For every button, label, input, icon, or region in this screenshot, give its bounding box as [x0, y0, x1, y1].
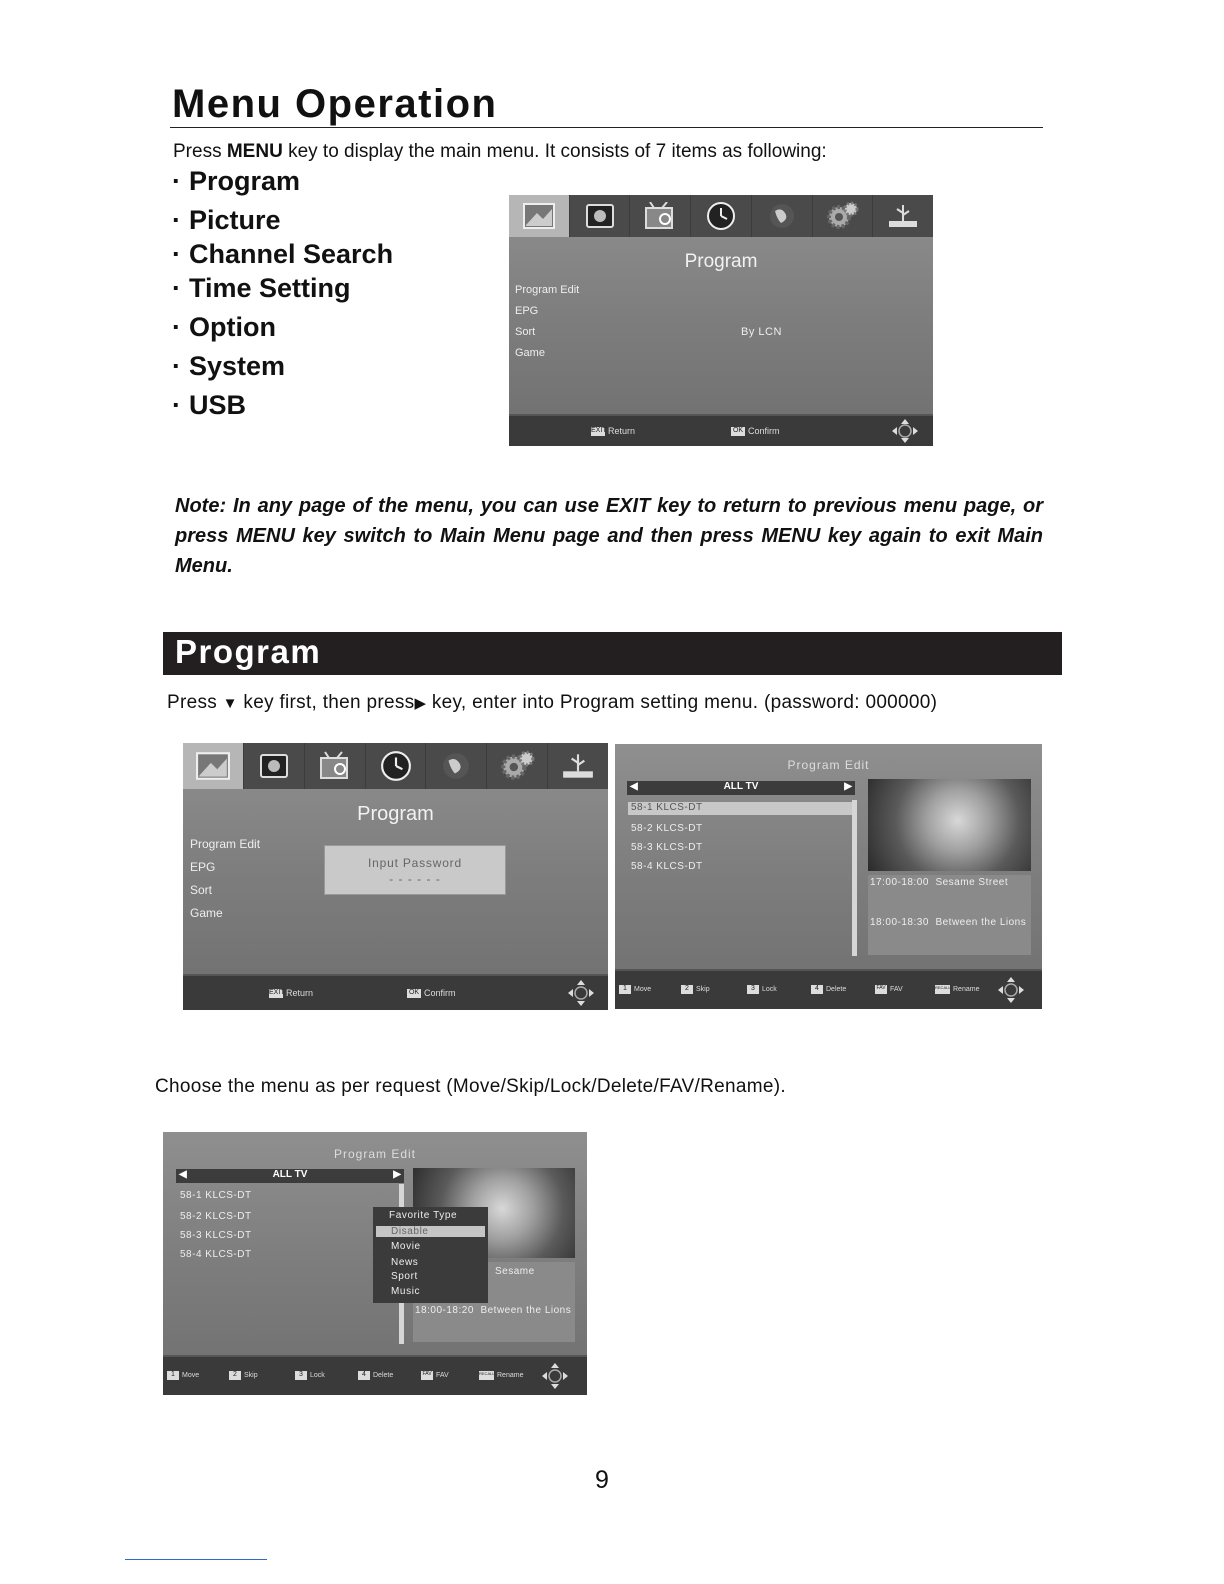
confirm-hint [407, 988, 456, 998]
screen-title: Program [357, 803, 434, 825]
navigation-arrows-icon [891, 418, 919, 444]
tab-time-setting [366, 743, 427, 789]
chevron-right-icon[interactable]: ▶ [844, 781, 852, 792]
menu-item-label: Program [189, 166, 301, 196]
epg-name: Between the Lions [935, 917, 1027, 928]
menu-item-label: System [189, 351, 286, 381]
tab-option [426, 743, 487, 789]
rename-hint [935, 985, 979, 994]
key-3: 3 [747, 985, 759, 994]
delete-hint [358, 1371, 393, 1380]
program-edit-screenshot [615, 744, 1042, 1009]
screen-footer [163, 1355, 587, 1395]
menu-item-usb [172, 390, 246, 421]
tab-option [752, 195, 813, 237]
skip-hint [681, 985, 710, 994]
system-icon [499, 750, 535, 782]
menu-item-time-setting [172, 273, 351, 304]
exit-key: EXIT [269, 988, 285, 996]
hint-label: FAV [436, 1372, 449, 1379]
section-header-program [163, 632, 1062, 675]
menu-option-program-edit: Program Edit [190, 837, 261, 851]
tab-time-setting [691, 195, 752, 237]
rename-hint [479, 1371, 523, 1380]
fav-key: FAV [875, 985, 887, 994]
group-label: ALL TV [723, 781, 759, 792]
channel-row[interactable]: 58-3 KLCS-DT [631, 842, 703, 853]
picture-icon [585, 203, 615, 229]
menu-option-sort: Sort [515, 326, 536, 338]
bullet: · [172, 312, 181, 342]
epg-time: 17:00-18:00 [870, 877, 929, 888]
exit-key: EXIT [591, 426, 607, 434]
screen-footer [183, 974, 608, 1010]
tab-program [509, 195, 570, 237]
return-hint [591, 426, 635, 436]
skip-hint [229, 1371, 258, 1380]
scrollbar[interactable] [852, 800, 857, 956]
fav-hint [421, 1371, 449, 1380]
key-3: 3 [295, 1371, 307, 1380]
channel-group-selector[interactable] [627, 781, 855, 795]
hint-label: Rename [497, 1372, 524, 1379]
chevron-left-icon[interactable]: ◀ [179, 1169, 187, 1180]
choose-instruction: Choose the menu as per request (Move/Skip/Lock/Delete/FAV/Rename). [155, 1076, 786, 1097]
fav-hint [875, 985, 903, 994]
chevron-right-icon[interactable]: ▶ [393, 1169, 401, 1180]
tab-channel-search [630, 195, 691, 237]
epg-time: 18:00-18:30 [870, 917, 929, 928]
menu-option-program-edit: Program Edit [515, 284, 580, 296]
key-4: 4 [358, 1371, 370, 1380]
hint-label: Return [286, 988, 314, 998]
channel-row[interactable]: 58-3 KLCS-DT [180, 1230, 252, 1241]
tab-usb [873, 195, 933, 237]
main-menu-screenshot [509, 195, 933, 446]
channel-group-selector[interactable] [176, 1169, 404, 1183]
hint-label: Confirm [424, 988, 456, 998]
hint-label: Delete [826, 986, 847, 993]
epg-entry [870, 877, 1028, 888]
favorite-type-screenshot [163, 1132, 587, 1395]
epg-name: Sesame Street [935, 877, 1009, 888]
menu-item-picture [172, 205, 281, 236]
delete-hint [811, 985, 846, 994]
ok-key: OK [732, 426, 744, 434]
hint-label: Lock [310, 1372, 325, 1379]
time-setting-icon [380, 750, 412, 782]
tab-channel-search [305, 743, 366, 789]
favorite-type-popup [373, 1207, 488, 1303]
epg-panel [868, 875, 1031, 955]
tab-picture [244, 743, 305, 789]
note-text: Note: In any page of the menu, you can use EXIT key to return to previous menu page, or press MENU key switch to Main Menu page and then press MENU key again to exit Main Menu. [175, 495, 1043, 577]
intro-after: key to display the main menu. It consists of 7 items as following: [282, 141, 827, 162]
menu-item-label: Time Setting [189, 273, 351, 303]
menu-tab-bar [509, 195, 933, 237]
password-dialog [324, 845, 506, 895]
group-label: ALL TV [272, 1169, 308, 1180]
program-icon [196, 752, 230, 780]
bullet: · [172, 351, 181, 381]
page-number: 9 [595, 1466, 609, 1494]
epg-time: 18:00-18:20 [415, 1305, 474, 1316]
right-arrow-icon: ▶ [414, 695, 427, 712]
password-dialog-title: Input Password [368, 856, 462, 870]
menu-item-program [172, 166, 300, 197]
epg-name: Between the Lions [480, 1305, 572, 1316]
screen-title: Program Edit [333, 1147, 417, 1161]
usb-icon [561, 752, 595, 780]
key-1: 1 [167, 1371, 179, 1380]
key-1: 1 [619, 985, 631, 994]
confirm-hint [731, 426, 780, 436]
hint-label: Rename [953, 986, 980, 993]
hint-label: Confirm [748, 426, 780, 436]
option-icon [767, 201, 797, 231]
navigation-arrows-icon [567, 979, 595, 1007]
system-icon [825, 201, 859, 231]
move-hint [167, 1371, 199, 1380]
key-4: 4 [811, 985, 823, 994]
heading-rule [170, 127, 1043, 128]
section-title: Program [175, 633, 322, 670]
tab-system [813, 195, 874, 237]
channel-search-icon [319, 751, 351, 781]
hint-label: Lock [762, 986, 777, 993]
tab-usb [548, 743, 608, 789]
menu-tab-bar [183, 743, 608, 789]
menu-option-epg: EPG [515, 305, 539, 317]
hint-label: Move [182, 1372, 200, 1379]
hint-label: FAV [890, 986, 903, 993]
fav-option-music[interactable]: Music [391, 1286, 421, 1297]
press-text: Press [167, 692, 218, 713]
tab-system [487, 743, 548, 789]
fav-option-movie[interactable]: Movie [391, 1241, 421, 1252]
page-title: Menu Operation [172, 82, 498, 126]
picture-icon [259, 752, 289, 780]
hint-label: Move [634, 986, 652, 993]
hint-label: Delete [373, 1372, 394, 1379]
press-instruction [167, 692, 937, 714]
chevron-left-icon[interactable]: ◀ [630, 781, 638, 792]
video-preview [868, 779, 1031, 871]
menu-option-epg: EPG [190, 860, 216, 874]
menu-item-label: USB [189, 390, 247, 420]
menu-item-label: Channel Search [189, 239, 394, 269]
password-screenshot [183, 743, 608, 1010]
channel-row[interactable]: 58-1 KLCS-DT [180, 1190, 252, 1201]
intro-before: Press [173, 141, 227, 162]
footnote-rule [125, 1559, 267, 1560]
bullet: · [172, 166, 181, 196]
press-text: key first, then press [237, 692, 415, 713]
program-icon [523, 203, 555, 229]
return-hint [269, 988, 313, 998]
channel-row[interactable]: 58-4 KLCS-DT [180, 1249, 252, 1260]
down-arrow-icon: ▼ [222, 695, 238, 712]
screen-footer [615, 969, 1042, 1009]
epg-entry [415, 1305, 573, 1316]
key-2: 2 [229, 1371, 241, 1380]
recall-key: RECALL [479, 1371, 494, 1380]
hint-label: Return [608, 426, 636, 436]
fav-key: FAV [421, 1371, 433, 1380]
menu-option-game: Game [190, 906, 223, 920]
press-text: key, enter into Program setting menu. (password: 000000) [426, 692, 938, 713]
screen-title: Program Edit [787, 758, 870, 772]
navigation-arrows-icon [997, 976, 1025, 1004]
epg-name: Sesame [495, 1266, 535, 1277]
menu-item-channel-search [172, 239, 393, 270]
screen-title: Program [684, 251, 758, 272]
menu-item-system [172, 351, 285, 382]
lock-hint [295, 1371, 325, 1380]
usb-icon [887, 203, 919, 229]
intro-text [173, 140, 827, 164]
time-setting-icon [706, 201, 736, 231]
password-input[interactable]: - - - - - - [389, 872, 441, 886]
menu-item-label: Picture [189, 205, 281, 235]
menu-option-game: Game [515, 347, 545, 359]
bullet: · [172, 390, 181, 420]
navigation-arrows-icon [541, 1362, 569, 1390]
menu-item-option [172, 312, 276, 343]
recall-key: RECALL [935, 985, 950, 994]
fav-option-sport[interactable]: Sport [391, 1271, 418, 1282]
epg-entry [870, 917, 1028, 928]
bullet: · [172, 239, 181, 269]
channel-row[interactable]: 58-2 KLCS-DT [631, 823, 703, 834]
lock-hint [747, 985, 777, 994]
fav-option-disable[interactable]: Disable [376, 1226, 485, 1237]
menu-item-label: Option [189, 312, 276, 342]
menu-option-sort: Sort [190, 883, 213, 897]
hint-label: Skip [696, 986, 710, 993]
ok-key: OK [408, 988, 420, 996]
channel-row[interactable]: 58-2 KLCS-DT [180, 1211, 252, 1222]
hint-label: Skip [244, 1372, 258, 1379]
move-hint [619, 985, 651, 994]
channel-row[interactable]: 58-4 KLCS-DT [631, 861, 703, 872]
tab-program [183, 743, 244, 789]
screen-footer [509, 414, 933, 446]
channel-row[interactable]: 58-1 KLCS-DT [628, 802, 854, 815]
tab-picture [570, 195, 631, 237]
fav-option-news[interactable]: News [391, 1257, 419, 1268]
key-2: 2 [681, 985, 693, 994]
bullet: · [172, 205, 181, 235]
sort-value: By LCN [741, 326, 782, 338]
intro-key: MENU [226, 141, 283, 162]
bullet: · [172, 273, 181, 303]
channel-search-icon [644, 202, 676, 230]
option-icon [440, 750, 472, 782]
popup-title: Favorite Type [389, 1210, 458, 1221]
